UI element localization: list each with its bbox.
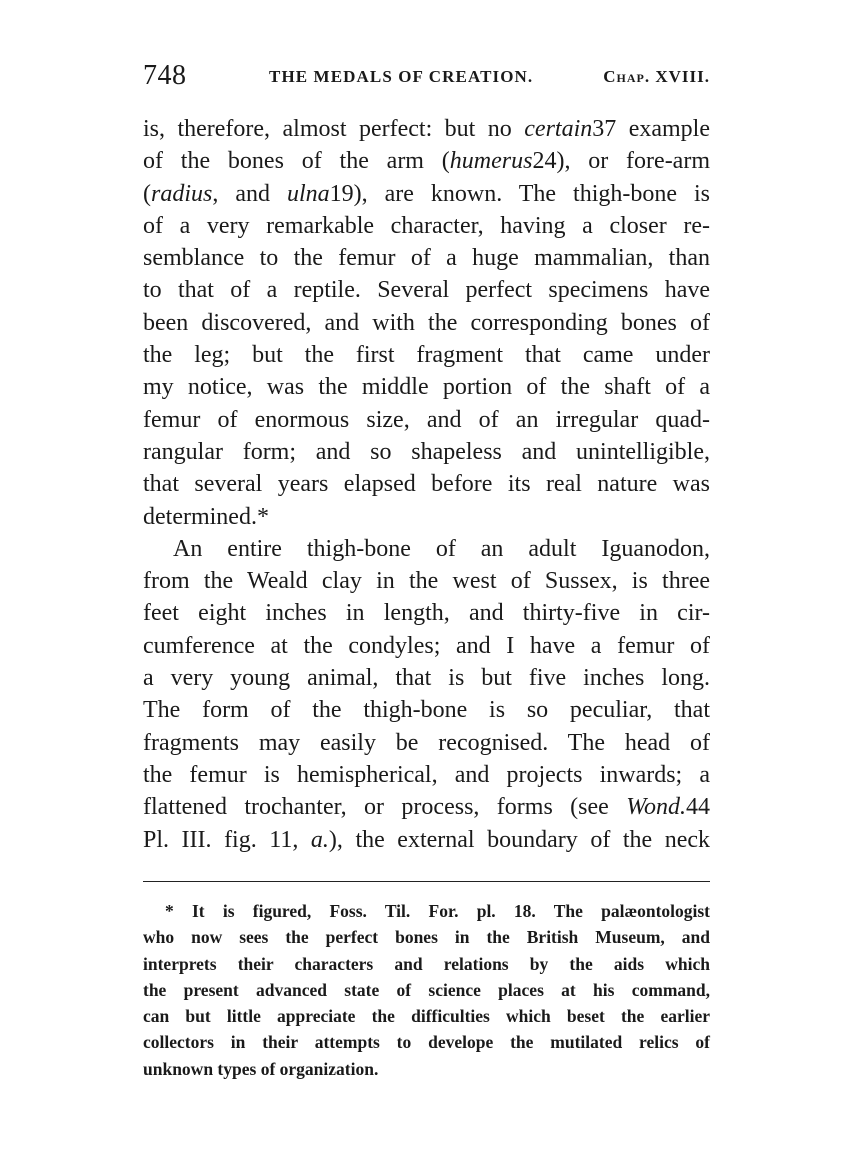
body-line: cumference at the condyles; and I have a femur of — [143, 632, 710, 659]
footnote-line: who now sees the perfect bones in the British Museum, and — [143, 927, 710, 948]
footnote-line: the present advanced state of science places at his command, — [143, 979, 710, 1000]
body-line: of the bones of the arm (humerus24), or fore-arm — [143, 148, 710, 175]
body-line: fragments may easily be recognised. The head of — [143, 729, 710, 756]
body-line: (radius, and ulna19), are known. The thigh-bone is — [143, 180, 710, 207]
body-line: is, therefore, almost perfect: but no certain37 example — [143, 116, 710, 142]
body-line: my notice, was the middle portion of the shaft of a — [143, 374, 710, 401]
body-line: semblance to the femur of a huge mammalian, than — [143, 245, 710, 272]
body-line: determined.* — [143, 503, 269, 530]
body-line: the femur is hemispherical, and projects inwards; a — [143, 761, 710, 788]
running-title: THE MEDALS OF CREATION. — [269, 67, 534, 86]
footnote-divider — [143, 881, 710, 882]
body-line: rangular form; and so shapeless and unintelligible, — [143, 438, 710, 465]
footnote-line: collectors in their attempts to develope the mutilated relics of — [143, 1032, 710, 1053]
body-line: been discovered, and with the corresponding bones of — [143, 309, 710, 336]
footnote — [143, 898, 710, 1082]
body-line: from the Weald clay in the west of Sussex, is three — [143, 568, 710, 595]
body-line: An entire thigh-bone of an adult Iguanodon, — [173, 535, 710, 562]
running-header — [143, 58, 710, 94]
body-line: that several years elapsed before its real nature was — [143, 471, 710, 498]
page-number: 748 — [143, 60, 187, 91]
footnote-marker: * — [165, 901, 174, 921]
body-line: of a very remarkable character, having a closer re- — [143, 212, 710, 239]
body-line: a very young animal, that is but five inches long. — [143, 665, 710, 692]
body-line: flattened trochanter, or process, forms (see Wond.44 — [143, 794, 710, 821]
body-line: The form of the thigh-bone is so peculiar, that — [143, 697, 710, 724]
footnote-line: interprets their characters and relations by the aids which — [143, 953, 710, 974]
footnote-line — [143, 898, 710, 924]
chapter-label: Chap. XVIII. — [603, 67, 710, 86]
body-line: the leg; but the first fragment that came under — [143, 342, 710, 369]
body-line: to that of a reptile. Several perfect specimens have — [143, 277, 710, 304]
body-line: femur of enormous size, and of an irregular quad- — [143, 406, 710, 433]
body-text — [143, 113, 710, 856]
footnote-line: can but little appreciate the difficulties which beset the earlier — [143, 1006, 710, 1027]
footnote-line: unknown types of organization. — [143, 1058, 379, 1079]
body-line: Pl. III. fig. 11, a.), the external boundary of the neck — [143, 826, 711, 853]
body-line: feet eight inches in length, and thirty-five in cir- — [143, 600, 710, 627]
footnote-text: It is figured, Foss. Til. For. pl. 18. The palæontologist — [191, 901, 711, 921]
